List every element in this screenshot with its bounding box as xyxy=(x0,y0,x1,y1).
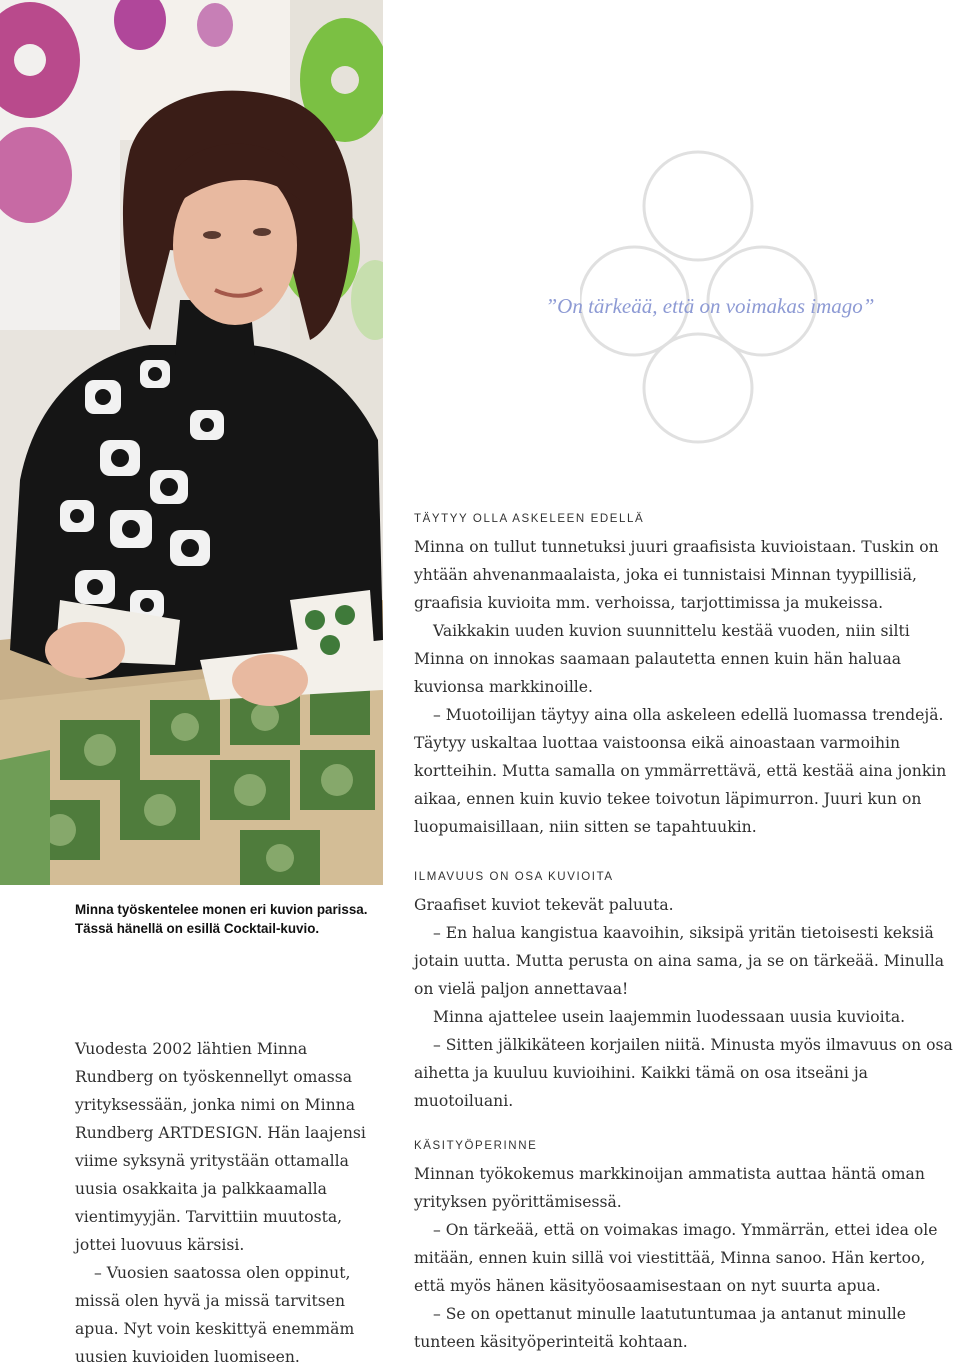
body-paragraph: Graafiset kuviot tekevät paluuta. xyxy=(414,896,674,914)
section-ilmavuus xyxy=(414,863,954,1115)
caption-line-2: Tässä hänellä on esillä Cocktail-kuvio. xyxy=(75,921,320,936)
body-paragraph: – On tärkeää, että on voimakas imago. Ymmärrän, ettei idea ole mitään, ennen kuin sillä voi viestittää, Minna sanoo. Hän kertoo, että myös hänen käsityöosaamisestaan on nyt suurta apua. xyxy=(414,1221,938,1295)
body-paragraph: Minnan työkokemus markkinoijan ammatista auttaa häntä oman yrityksen pyörittämisessä. xyxy=(414,1165,925,1211)
right-column xyxy=(414,505,954,1356)
body-paragraph: – Vuosien saatossa olen oppinut, missä olen hyvä ja missä tarvitsen apua. Nyt voin keskittyä enemmäm uusien kuvioiden luomiseen. xyxy=(75,1264,355,1366)
portrait-photo xyxy=(0,0,383,885)
caption-line-1: Minna työskentelee monen eri kuvion parissa. xyxy=(75,902,368,917)
section-taytyy xyxy=(414,505,954,841)
left-column xyxy=(75,1035,375,1371)
body-paragraph: – En halua kangistua kaavoihin, siksipä yritän tietoisesti keksiä jotain uutta. Mutta perusta on aina sama, ja se on tärkeää. Minulla on vielä paljon annettavaa! xyxy=(414,924,945,998)
section-kasityoperinne xyxy=(414,1132,954,1356)
pull-quote: ”On tärkeää, että on voimakas imago” xyxy=(545,294,875,318)
body-paragraph: Vaikkakin uuden kuvion suunnittelu kestää vuoden, niin silti Minna on innokas saamaan palautetta ennen kuin hän haluaa kuvionsa markkinoille. xyxy=(414,622,910,696)
body-paragraph: Minna on tullut tunnetuksi juuri graafisista kuvioistaan. Tuskin on yhtään ahvenanmaalaista, joka ei tunnistaisi Minnan tyypillisiä, graafisia kuvioita mm. verhoissa, tarjottimissa ja mukeissa. xyxy=(414,538,939,612)
body-paragraph: Vuodesta 2002 lähtien Minna Rundberg on työskennellyt omassa yrityksessään, jonka nimi on Minna Rundberg ARTDESIGN. Hän laajensi viime syksynä yritystään ottamalla uusia osakkaita ja palkkaamalla vientimyyjän. Tarvittiin muutosta, jottei luovuus kärsisi. xyxy=(75,1040,366,1254)
body-paragraph: – Muotoilijan täytyy aina olla askeleen edellä luomassa trendejä. Täytyy uskaltaa luottaa vaistoonsa eikä ainoastaan varmoihin kortteihin. Mutta samalla on ymmärrettävä, että kestää aina jonkin aikaa, ennen kuin kuvio tekee toivotun läpimurron. Juuri kun on luopumaisillaan, niin sitten se tapahtuukin. xyxy=(414,706,947,836)
section-heading: KÄSITYÖPERINNE xyxy=(414,1140,538,1152)
body-paragraph: – Sitten jälkikäteen korjailen niitä. Minusta myös ilmavuus on osa aihetta ja kuuluu kuvioihini. Kaikki tämä on osa itseäni ja muotoiluani. xyxy=(414,1036,953,1110)
section-heading: ILMAVUUS ON OSA KUVIOITA xyxy=(414,871,614,883)
section-heading: TÄYTYY OLLA ASKELEEN EDELLÄ xyxy=(414,513,645,525)
photo-caption xyxy=(75,900,395,938)
body-paragraph: – Se on opettanut minulle laatutuntumaa ja antanut minulle tunteen käsityöperinteitä kohtaan. xyxy=(414,1305,907,1351)
body-paragraph: Minna ajattelee usein laajemmin luodessaan uusia kuvioita. xyxy=(433,1008,906,1026)
